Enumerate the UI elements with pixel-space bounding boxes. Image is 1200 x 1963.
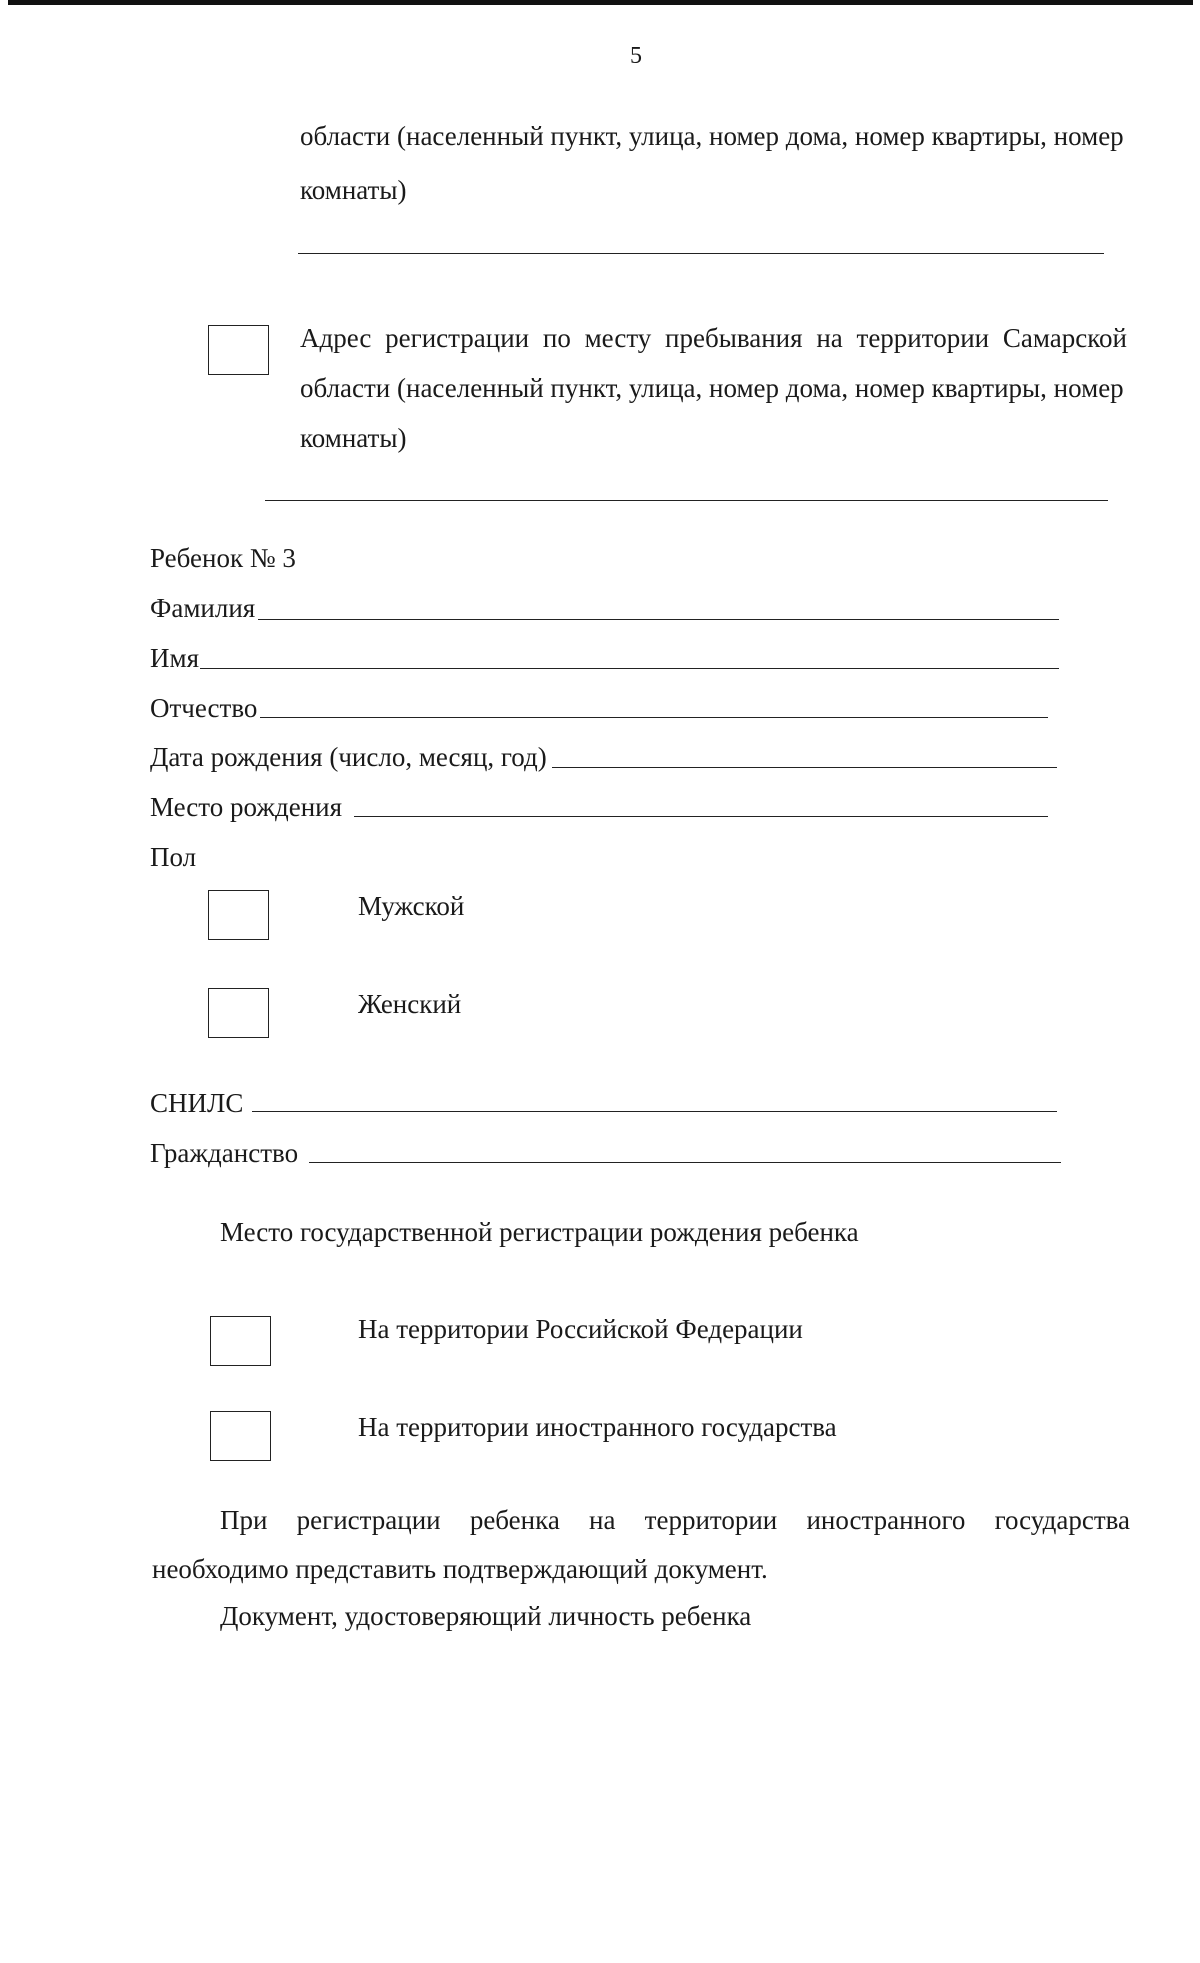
name-input-line[interactable] — [200, 668, 1059, 669]
word: государства — [994, 1505, 1130, 1535]
word: При — [220, 1505, 268, 1535]
birthdate-input-line[interactable] — [552, 767, 1057, 768]
sex-label: Пол — [150, 842, 197, 872]
registration-heading: Место государственной регистрации рождения ребенка — [220, 1217, 859, 1247]
word: иностранного — [806, 1505, 966, 1535]
word: месту — [584, 323, 652, 353]
registration-rf-label: На территории Российской Федерации — [358, 1314, 803, 1344]
note-line1 — [220, 1504, 1130, 1536]
sex-female-label: Женский — [358, 989, 462, 1019]
word: на — [589, 1505, 616, 1535]
sex-male-checkbox[interactable] — [208, 890, 269, 940]
top-border — [8, 0, 1193, 5]
word: Самарской — [1002, 323, 1127, 353]
snils-label: СНИЛС — [150, 1088, 244, 1118]
sex-female-checkbox[interactable] — [208, 988, 269, 1038]
stay-address-line2: области (населенный пункт, улица, номер дома, номер квартиры, номер — [300, 373, 1124, 403]
citizenship-label: Гражданство — [150, 1138, 299, 1168]
word: регистрации — [385, 323, 530, 353]
word: пребывания — [665, 323, 803, 353]
patronymic-input-line[interactable] — [260, 717, 1048, 718]
snils-input-line[interactable] — [252, 1111, 1057, 1112]
citizenship-input-line[interactable] — [309, 1162, 1061, 1163]
page-number: 5 — [630, 43, 642, 69]
sex-male-label: Мужской — [358, 891, 465, 921]
continued-address-line2: комнаты) — [300, 175, 407, 205]
word: территории — [644, 1505, 778, 1535]
word: Адрес — [300, 323, 372, 353]
word: на — [816, 323, 843, 353]
surname-label: Фамилия — [150, 593, 256, 623]
continued-address-input-line[interactable] — [298, 253, 1104, 254]
stay-address-input-line[interactable] — [265, 500, 1108, 501]
identity-doc-heading: Документ, удостоверяющий личность ребенка — [220, 1601, 752, 1631]
patronymic-label: Отчество — [150, 693, 258, 723]
stay-address-line3: комнаты) — [300, 423, 407, 453]
note-line2: необходимо представить подтверждающий документ. — [152, 1554, 768, 1584]
name-label: Имя — [150, 643, 200, 673]
surname-input-line[interactable] — [258, 619, 1059, 620]
registration-foreign-checkbox[interactable] — [210, 1411, 271, 1461]
birthdate-label: Дата рождения (число, месяц, год) — [150, 742, 547, 772]
registration-rf-checkbox[interactable] — [210, 1316, 271, 1366]
child-heading: Ребенок № 3 — [150, 543, 296, 573]
word: регистрации — [296, 1505, 441, 1535]
word: по — [542, 323, 571, 353]
word: территории — [856, 323, 990, 353]
birthplace-input-line[interactable] — [354, 816, 1048, 817]
word: ребенка — [469, 1505, 560, 1535]
continued-address-line1: области (населенный пункт, улица, номер дома, номер квартиры, номер — [300, 121, 1124, 151]
registration-foreign-label: На территории иностранного государства — [358, 1412, 837, 1442]
stay-address-line1 — [300, 322, 1127, 354]
stay-address-checkbox[interactable] — [208, 325, 269, 375]
birthplace-label: Место рождения — [150, 792, 343, 822]
